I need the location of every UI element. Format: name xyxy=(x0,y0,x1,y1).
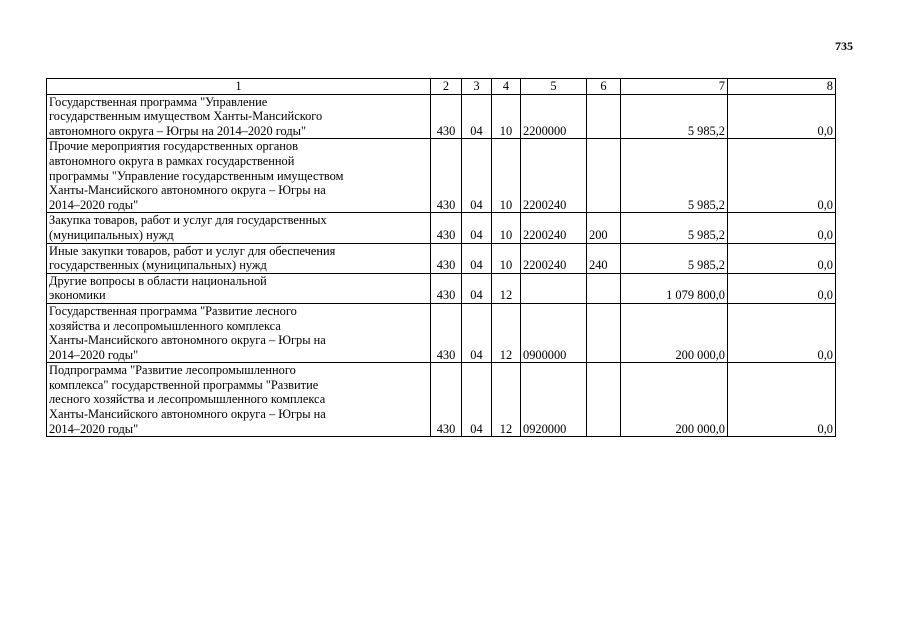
cell-expense-type xyxy=(587,363,621,437)
column-header: 2 xyxy=(431,79,462,95)
cell-ministry: 430 xyxy=(431,273,462,303)
table-row xyxy=(47,243,836,273)
row-name-cell xyxy=(47,139,431,213)
row-name-cell xyxy=(47,94,431,139)
cell-expense-type: 200 xyxy=(587,213,621,243)
column-header: 4 xyxy=(492,79,521,95)
header-row xyxy=(47,79,836,95)
cell-subsection: 10 xyxy=(492,213,521,243)
row-name-cell xyxy=(47,243,431,273)
row-name: Государственная программа "Управление государственным имуществом Ханты-Мансийского автономного округа – Югры на 2014–2020 годы" xyxy=(49,94,323,138)
cell-subsection: 12 xyxy=(492,363,521,437)
row-name: Прочие мероприятия государственных органов автономного округа в рамках государственной программы "Управление государственным имуществом Ханты-Мансийского автономного округа – Югры на 2014–2020 годы" xyxy=(49,139,344,212)
table-row xyxy=(47,94,836,139)
cell-amount-second: 0,0 xyxy=(728,243,836,273)
cell-amount-second: 0,0 xyxy=(728,94,836,139)
column-header: 1 xyxy=(47,79,431,95)
cell-subsection: 10 xyxy=(492,94,521,139)
cell-amount: 5 985,2 xyxy=(621,94,728,139)
cell-amount-second: 0,0 xyxy=(728,273,836,303)
cell-amount: 5 985,2 xyxy=(621,213,728,243)
column-header: 5 xyxy=(521,79,587,95)
cell-amount-second: 0,0 xyxy=(728,213,836,243)
cell-ministry: 430 xyxy=(431,363,462,437)
cell-subsection: 12 xyxy=(492,273,521,303)
cell-amount: 5 985,2 xyxy=(621,139,728,213)
cell-ministry: 430 xyxy=(431,213,462,243)
cell-target-article: 0900000 xyxy=(521,303,587,362)
cell-target-article: 0920000 xyxy=(521,363,587,437)
row-name-cell xyxy=(47,303,431,362)
row-name-cell xyxy=(47,363,431,437)
cell-subsection: 12 xyxy=(492,303,521,362)
row-name: Иные закупки товаров, работ и услуг для обеспечения государственных (муниципальных) нужд xyxy=(49,243,336,273)
cell-expense-type xyxy=(587,94,621,139)
budget-table xyxy=(46,78,836,437)
cell-expense-type xyxy=(587,273,621,303)
cell-ministry: 430 xyxy=(431,139,462,213)
cell-amount-second: 0,0 xyxy=(728,363,836,437)
table-row xyxy=(47,363,836,437)
table-row xyxy=(47,139,836,213)
cell-amount: 200 000,0 xyxy=(621,363,728,437)
cell-amount: 1 079 800,0 xyxy=(621,273,728,303)
cell-amount-second: 0,0 xyxy=(728,303,836,362)
cell-target-article: 2200240 xyxy=(521,139,587,213)
column-header: 6 xyxy=(587,79,621,95)
row-name: Государственная программа "Развитие лесного хозяйства и лесопромышленного комплекса Ханты-Мансийского автономного округа – Югры на 2014–2020 годы" xyxy=(49,303,326,362)
row-name: Закупка товаров, работ и услуг для государственных (муниципальных) нужд xyxy=(49,213,327,242)
cell-ministry: 430 xyxy=(431,94,462,139)
row-name: Другие вопросы в области национальной экономики xyxy=(49,273,267,303)
cell-expense-type: 240 xyxy=(587,243,621,273)
cell-ministry: 430 xyxy=(431,303,462,362)
table-row xyxy=(47,213,836,243)
row-name-cell xyxy=(47,273,431,303)
page-number: 735 xyxy=(835,39,853,53)
column-header: 7 xyxy=(621,79,728,95)
cell-section: 04 xyxy=(462,243,492,273)
cell-subsection: 10 xyxy=(492,243,521,273)
cell-expense-type xyxy=(587,139,621,213)
table-row xyxy=(47,273,836,303)
row-name-cell xyxy=(47,213,431,243)
cell-target-article: 2200240 xyxy=(521,213,587,243)
cell-target-article: 2200000 xyxy=(521,94,587,139)
cell-amount-second: 0,0 xyxy=(728,139,836,213)
row-name: Подпрограмма "Развитие лесопромышленного комплекса" государственной программы "Развитие лесного хозяйства и лесопромышленного комплекса Ханты-Мансийского автономного округа – Югры на 2014–2020 годы" xyxy=(49,363,326,436)
cell-section: 04 xyxy=(462,213,492,243)
cell-target-article xyxy=(521,273,587,303)
cell-section: 04 xyxy=(462,273,492,303)
table-row xyxy=(47,303,836,362)
cell-subsection: 10 xyxy=(492,139,521,213)
cell-amount: 5 985,2 xyxy=(621,243,728,273)
cell-ministry: 430 xyxy=(431,243,462,273)
cell-section: 04 xyxy=(462,139,492,213)
cell-section: 04 xyxy=(462,363,492,437)
cell-section: 04 xyxy=(462,94,492,139)
column-header: 3 xyxy=(462,79,492,95)
cell-amount: 200 000,0 xyxy=(621,303,728,362)
cell-expense-type xyxy=(587,303,621,362)
cell-target-article: 2200240 xyxy=(521,243,587,273)
column-header: 8 xyxy=(728,79,836,95)
cell-section: 04 xyxy=(462,303,492,362)
